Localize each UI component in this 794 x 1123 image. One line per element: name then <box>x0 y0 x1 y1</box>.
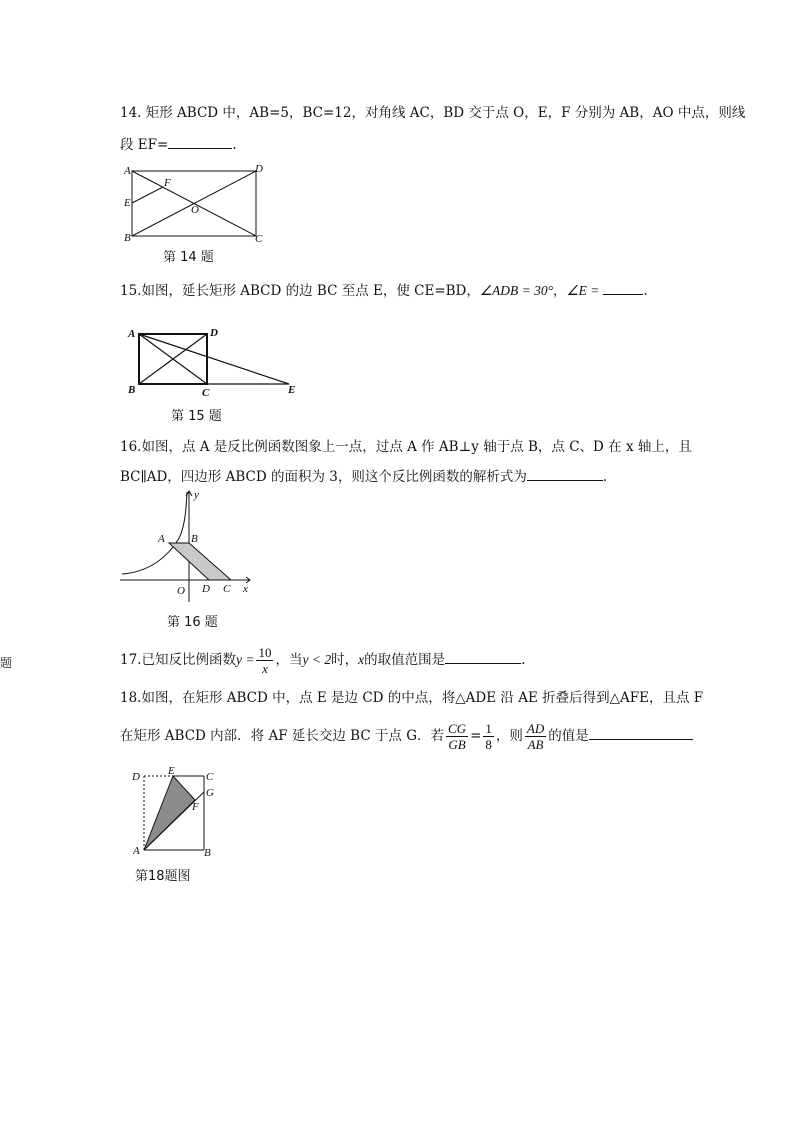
q18-label-d: D <box>132 771 140 783</box>
q15-prefix: 15.如图，延长矩形 ABCD 的边 BC 至点 E，使 CE=BD， <box>120 283 480 299</box>
q17-line <box>120 640 525 680</box>
q17-answer-blank[interactable] <box>445 649 521 664</box>
q18-label-f: F <box>192 801 199 813</box>
q18-eight: 8 <box>485 737 492 752</box>
q17-mid3: 的取值范围是 <box>364 652 446 668</box>
q18-label-c: C <box>206 771 214 783</box>
q16-label-o: O <box>177 585 185 597</box>
q14-label-o: O <box>191 204 199 216</box>
q18-fraction-one-eighth <box>483 721 494 752</box>
q16-suffix: . <box>602 469 608 485</box>
q15-line <box>120 280 648 300</box>
q18-line-2 <box>120 716 693 756</box>
q15-caption: 第 15 题 <box>171 409 222 424</box>
q14-line-2 <box>120 134 237 154</box>
q15-figure <box>124 324 304 402</box>
q18-figure <box>128 764 228 864</box>
q14-suffix: . <box>232 137 237 153</box>
q17-mid1: ，当 <box>275 652 303 668</box>
q16-line-2 <box>120 466 607 486</box>
q14-label-f: F <box>164 177 171 189</box>
q17-mid2: 时， <box>331 652 359 668</box>
q15-label-c: C <box>202 387 210 399</box>
q15-label-a: A <box>128 328 136 340</box>
q14-answer-blank[interactable] <box>168 134 232 149</box>
q17-condition: y < 2 <box>302 652 332 667</box>
q18-cg: CG <box>448 721 467 736</box>
q15-suffix: . <box>643 283 648 299</box>
q18-label-b: B <box>204 847 211 859</box>
q14-label-a: A <box>124 165 131 177</box>
q16-label-a: A <box>158 533 165 545</box>
q14-caption: 第 14 题 <box>163 250 214 265</box>
q16-answer-blank[interactable] <box>527 466 603 481</box>
q16-label-b: B <box>191 533 198 545</box>
q17-numerator: 10 <box>258 645 272 660</box>
q15-sep: ， <box>553 283 567 299</box>
q14-prefix: 段 EF= <box>120 137 169 153</box>
q15-angle-adb: ∠ADB = 30° <box>479 283 553 298</box>
q18-answer-blank[interactable] <box>589 725 693 740</box>
q14-label-d: D <box>255 163 263 175</box>
q17-prefix: 17.已知反比例函数 <box>120 652 236 668</box>
q15-angle-e: ∠E = <box>566 283 600 298</box>
q14-label-e: E <box>124 197 131 209</box>
margin-mark: 题 <box>0 656 13 670</box>
q18-ab: AB <box>527 737 544 752</box>
q17-y-eq: y = <box>235 652 255 667</box>
q18-eq: = <box>470 728 482 744</box>
q18-suffix: 的值是 <box>548 728 589 744</box>
q17-var: x <box>358 652 365 667</box>
q18-gb: GB <box>448 737 466 752</box>
q18-fraction-ad-ab <box>525 721 546 752</box>
q18-label-a: A <box>133 845 140 857</box>
q14-figure <box>120 162 270 244</box>
q17-denominator: x <box>262 661 268 676</box>
q16-label-c: C <box>223 583 231 595</box>
q18-line-1: 18.如图，在矩形 ABCD 中，点 E 是边 CD 的中点，将△ADE 沿 AE 折叠后得到△AFE，且点 F <box>120 690 704 706</box>
q16-label-d: D <box>202 583 210 595</box>
q14-label-b: B <box>124 232 131 244</box>
q15-label-e: E <box>288 384 296 396</box>
q18-ad: AD <box>526 721 545 736</box>
q16-prefix: BC∥AD，四边形 ABCD 的面积为 3，则这个反比例函数的解析式为 <box>120 469 527 485</box>
q18-label-g: G <box>206 787 214 799</box>
q16-line-1: 16.如图，点 A 是反比例函数图象上一点，过点 A 作 AB⊥y 轴于点 B，点 C、D 在 x 轴上，且 <box>120 439 692 455</box>
q15-label-b: B <box>128 384 136 396</box>
q18-prefix: 在矩形 ABCD 内部．将 AF 延长交边 BC 于点 G．若 <box>120 728 445 744</box>
q15-label-d: D <box>210 327 218 339</box>
q17-suffix: . <box>521 652 526 668</box>
q18-mid: ，则 <box>495 728 523 744</box>
q18-caption: 第18题图 <box>135 869 191 884</box>
q18-fraction-cg-gb <box>446 721 468 752</box>
q16-label-y: y <box>194 489 199 501</box>
q18-one: 1 <box>485 721 492 736</box>
q16-figure <box>120 486 260 602</box>
q16-label-x: x <box>243 583 248 595</box>
q15-answer-blank[interactable] <box>603 280 643 295</box>
q14-line-1: 14. 矩形 ABCD 中，AB=5，BC=12，对角线 AC，BD 交于点 O，E，F 分别为 AB，AO 中点，则线 <box>120 105 746 121</box>
q14-label-c: C <box>255 233 263 245</box>
q16-caption: 第 16 题 <box>167 615 218 630</box>
q17-fraction <box>256 645 273 676</box>
q18-label-e: E <box>168 765 175 777</box>
